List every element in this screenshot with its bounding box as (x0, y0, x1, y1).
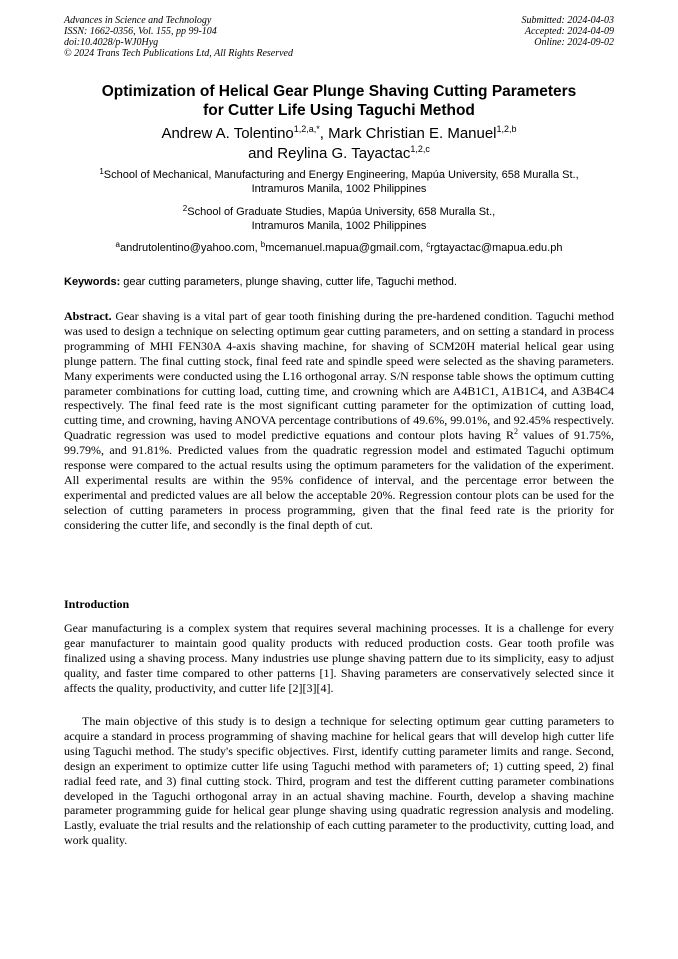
email-a-marker: a (115, 240, 120, 249)
publication-dates (522, 15, 615, 48)
affiliation-2 (40, 205, 638, 233)
abstract-text-1: Gear shaving is a vital part of gear tooth finishing during the pre-hardened condition. Taguchi method was used to design a technique on selecting optimum gear cutting parameters, and on setting a standard in process programming of MHI FEN30A 4-axis shaving machine, for shaving of SCM20H material helical gear using plunge pattern. The final cutting stock, final feed rate and spindle speed were selected as the shaving parameters. Many experiments were conducted using the L16 orthogonal array. S/N response table shows the optimum cutting parameter combinations for cutting load, cutting time, and crowning which are A4B1C1, A1B1C4, and A3B4C4 respectively. The final feed rate is the most significant cutting parameter for the optimization of cutting load, cutting time, and crowning, having ANOVA percentage contributions of 49.6%, 99.01%, and 92.45% respectively. Quadratic regression was used to model predictive equations and contour plots having R (64, 309, 614, 443)
email-c[interactable]: rgtayactac@mapua.edu.ph (430, 242, 563, 254)
affiliation-2-line-2: Intramuros Manila, 1002 Philippines (251, 220, 427, 232)
introduction-heading: Introduction (64, 597, 130, 611)
paper-title (40, 82, 638, 120)
affiliation-1-line-1: School of Mechanical, Manufacturing and Energy Engineering, Mapúa University, 658 Muralla St., (103, 169, 579, 181)
keywords-text: gear cutting parameters, plunge shaving, cutter life, Taguchi method. (120, 276, 457, 288)
journal-name: Advances in Science and Technology (64, 15, 212, 26)
author-1: Andrew A. Tolentino (161, 125, 294, 142)
email-b[interactable]: mcemanuel.mapua@gmail.com, (265, 242, 427, 254)
keywords-label: Keywords: (64, 276, 121, 288)
journal-info (64, 15, 293, 59)
author-3: Reylina G. Tayactac (277, 145, 411, 162)
introduction-paragraph-2: The main objective of this study is to design a technique for selecting optimum gear cutting parameters to acquire a standard in process programming of shaving machine for helical gears that will develop high cutter life using Taguchi method. The study's specific objectives. First, identify cutting parameter limits and range. Second, design an experiment to optimize cutter life using Taguchi method with parameters of; 1) cutting speed, 2) final radial feed rate, and 3) final cutting stock. Third, program and test the different cutting parameter combinations developed in the Taguchi orthogonal array in an actual shaving machine. Fourth, develop a shaving machine parameter programming guide for helical gear plunge shaving using quadratic regression analysis and modeling. Lastly, evaluate the trial results and the relationship of each cutting parameter to the productivity, cutting load, and work quality. (64, 714, 614, 848)
email-b-marker: b (260, 240, 266, 249)
email-a[interactable]: andrutolentino@yahoo.com, (119, 242, 261, 254)
submitted-date: Submitted: 2024-04-03 (521, 15, 614, 26)
author-list (40, 124, 638, 164)
title-line-2: for Cutter Life Using Taguchi Method (203, 102, 475, 119)
abstract-text-2: values of 91.75%, 99.79%, and 91.81%. Predicted values from the quadratic regression model and estimated Taguchi optimum response were compared to the actual results using the optimum parameters for the validation of the experiment. All experimental results are within the 95% confidence of interval, and the percentage error between the experimental and predicted values are all below the acceptable 20%. Regression contour plots can be used for the selection of cutting parameters in process programming, given that the final feed rate is the priority for considering the cutter life, and secondly is the final depth of cut. (64, 428, 614, 532)
author-emails (40, 241, 638, 255)
copyright: © 2024 Trans Tech Publications Ltd, All Rights Reserved (64, 48, 293, 59)
author-conjunction: and (248, 145, 278, 162)
author-2: Mark Christian E. Manuel (328, 125, 497, 142)
affiliation-2-marker: 2 (182, 204, 188, 213)
introduction-paragraph-1: Gear manufacturing is a complex system that requires several machining processes. It is a challenge for every gear manufacturer to maintain good quality products with reduced production costs. Gear tooth profile was finalized using a shaving process. Many industries use plunge shaving pattern due to its simplicity, easy to adjust quality, and faster time compared to other patterns [1]. Shaving parameters are conservatively selected since it affects the quality, productivity, and cutter life [2][3][4]. (64, 621, 614, 695)
abstract (64, 309, 614, 533)
affiliation-1-line-2: Intramuros Manila, 1002 Philippines (251, 183, 427, 195)
online-date: Online: 2024-09-02 (534, 37, 614, 48)
abstract-label: Abstract. (64, 309, 112, 323)
title-line-1: Optimization of Helical Gear Plunge Shaving Cutting Parameters (101, 83, 577, 100)
doi[interactable]: doi:10.4028/p-WJ0Hyg (64, 37, 159, 48)
author-3-affiliation: 1,2,c (410, 144, 430, 154)
issn-volume: ISSN: 1662-0356, Vol. 155, pp 99-104 (64, 26, 217, 37)
author-1-affiliation: 1,2,a,* (293, 124, 320, 134)
author-2-affiliation: 1,2,b (496, 124, 517, 134)
keywords (64, 275, 614, 289)
affiliation-2-line-1: School of Graduate Studies, Mapúa University, 658 Muralla St., (187, 206, 496, 218)
affiliation-1-marker: 1 (99, 167, 104, 176)
affiliation-1 (40, 168, 638, 196)
email-c-marker: c (426, 240, 431, 249)
abstract-superscript: 2 (513, 427, 518, 437)
accepted-date: Accepted: 2024-04-09 (524, 26, 614, 37)
author-separator: , (319, 125, 329, 142)
